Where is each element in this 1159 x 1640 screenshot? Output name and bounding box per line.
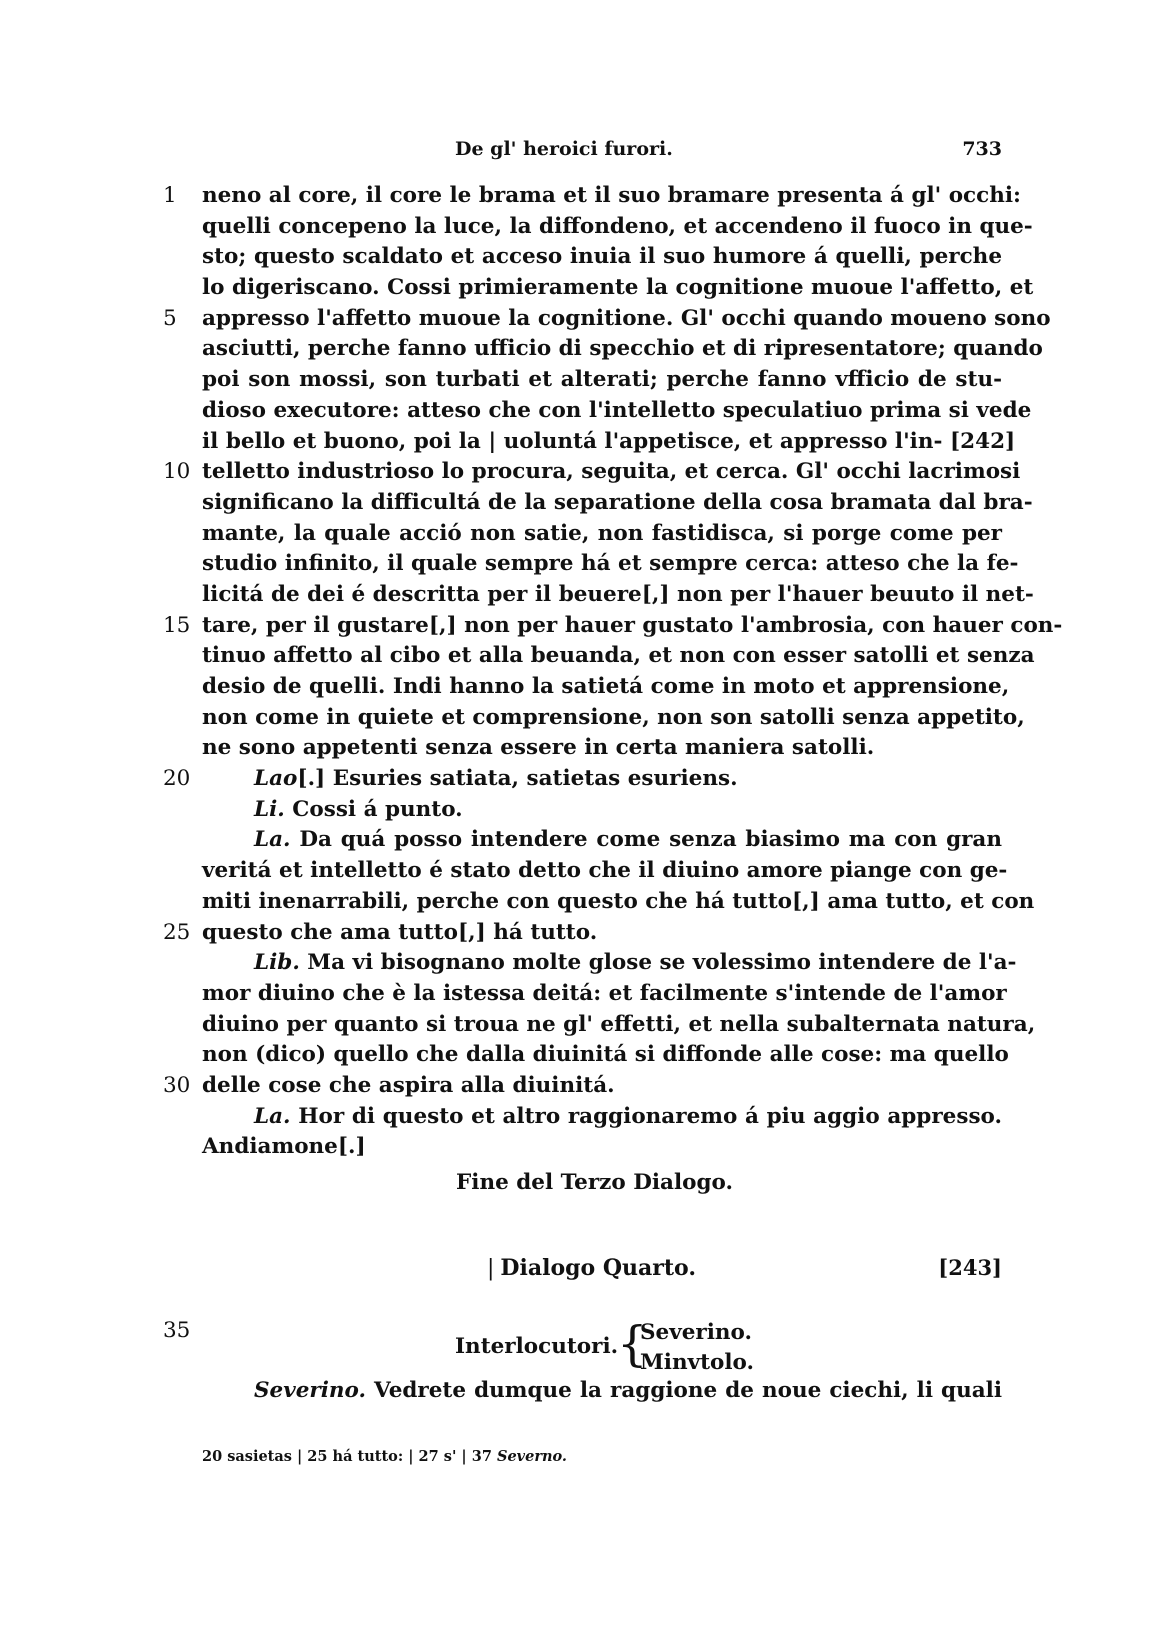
line-text <box>202 396 1032 427</box>
line-text <box>202 1040 1009 1071</box>
page-number: 733 <box>962 138 1002 160</box>
line-content: neno al core, il core le brama et il suo bramare presenta á gl' occhi: <box>202 183 1021 208</box>
line-text <box>254 948 1017 979</box>
speech-line <box>254 1378 1002 1403</box>
line-text <box>254 825 1002 856</box>
interlocutors-label: Interlocutori. <box>455 1334 619 1359</box>
text-line <box>0 641 1159 672</box>
line-content: miti inenarrabili, perche con questo che há tutto[,] ama tutto, et con <box>202 888 1035 914</box>
margin-page-reference: [242] <box>950 428 1016 454</box>
line-text <box>254 764 1002 795</box>
line-text <box>202 242 1002 273</box>
line-number: 35 <box>163 1318 191 1343</box>
text-line <box>0 672 1159 703</box>
text-line <box>0 948 1159 979</box>
line-text <box>202 641 1035 672</box>
line-content: veritá et intelletto é stato detto che il diuino amore piange con ge- <box>202 858 1008 884</box>
text-line <box>0 488 1159 519</box>
text-line <box>0 457 1159 488</box>
line-text <box>202 611 1063 642</box>
line-number: 10 <box>163 459 191 485</box>
text-line <box>0 242 1159 273</box>
line-content: delle cose che aspira alla diuinitá. <box>202 1072 615 1098</box>
text-line <box>0 979 1159 1010</box>
text-line <box>0 334 1159 365</box>
line-number: 25 <box>163 919 191 945</box>
end-of-dialogue-heading: Fine del Terzo Dialogo. <box>456 1170 733 1195</box>
line-text <box>202 1132 1002 1163</box>
line-text <box>254 1102 1002 1133</box>
line-content: questo che ama tutto[,] há tutto. <box>202 919 598 945</box>
speaker-name: Lib. <box>254 950 300 976</box>
text-line <box>0 273 1159 304</box>
text-line <box>0 887 1159 918</box>
dialogue-title: Dialogo Quarto. <box>500 1255 696 1281</box>
text-line <box>0 519 1159 550</box>
line-text <box>202 427 943 458</box>
text-line <box>0 1102 1159 1133</box>
line-content: tare, per il gustare[,] non per hauer gustato l'ambrosia, con hauer con- <box>202 612 1063 638</box>
line-number: 30 <box>163 1072 191 1098</box>
speaker-name: Li. <box>254 796 285 822</box>
interlocutor-name: Severino. <box>640 1320 752 1345</box>
line-content: Da quá posso intendere come senza biasimo ma con gran <box>290 827 1002 853</box>
running-header-title: De gl' heroici furori. <box>455 138 673 160</box>
line-content: studio infinito, il quale sempre há et sempre cerca: atteso che la fe- <box>202 551 1019 577</box>
speaker-name: La. <box>254 1103 291 1129</box>
line-text <box>254 795 1002 826</box>
text-line <box>0 1132 1159 1163</box>
line-content: quelli concepeno la luce, la diffondeno, et accendeno il fuoco in que- <box>202 213 1033 239</box>
footnote-apparatus <box>202 1448 567 1465</box>
text-line <box>0 856 1159 887</box>
line-content: licitá de dei é descritta per il beuere[,] non per l'hauer beuuto il net- <box>202 581 1034 607</box>
dialogue-heading <box>487 1255 696 1281</box>
line-text <box>202 519 1002 550</box>
line-content: appresso l'affetto muoue la cognitione. Gl' occhi quando moueno sono <box>202 305 1051 331</box>
line-content: mor diuino che è la istessa deitá: et facilmente s'intende de l'amor <box>202 980 1007 1006</box>
line-content: diuino per quanto si troua ne gl' effetti, et nella subalternata natura, <box>202 1011 1036 1037</box>
line-content: il bello et buono, poi la | uoluntá l'appetisce, et appresso l'in- <box>202 428 943 454</box>
text-line <box>0 580 1159 611</box>
line-content: Ma vi bisognano molte glose se volessimo intendere de l'a- <box>299 950 1017 976</box>
line-content: poi son mossi, son turbati et alterati; perche fanno vfficio de stu- <box>202 367 1002 393</box>
line-text <box>202 365 1002 396</box>
line-content: significano la difficultá de la separatione della cosa bramata dal bra- <box>202 489 1033 515</box>
text-line <box>0 764 1159 795</box>
line-text <box>202 212 1033 243</box>
text-line <box>0 733 1159 764</box>
line-text <box>202 580 1034 611</box>
line-text <box>202 856 1008 887</box>
line-content: Andiamone[.] <box>202 1134 366 1160</box>
line-text <box>202 733 1002 764</box>
line-number: 1 <box>163 183 177 208</box>
page-break-marker: | <box>487 1256 495 1281</box>
text-line <box>0 181 1159 212</box>
line-text <box>202 273 1034 304</box>
text-line <box>0 212 1159 243</box>
line-text <box>202 979 1007 1010</box>
line-content: Cossi á punto. <box>284 796 463 822</box>
line-number: 20 <box>163 766 191 792</box>
line-content: sto; questo scaldato et acceso inuia il suo humore á quelli, perche <box>202 244 1002 270</box>
line-text <box>202 549 1019 580</box>
footnote-text: 20 sasietas | 25 há tutto: | 27 s' | 37 <box>202 1448 497 1465</box>
text-line <box>0 1010 1159 1041</box>
line-text <box>202 672 1010 703</box>
speaker-name: La. <box>254 827 291 853</box>
line-text <box>202 181 1021 212</box>
line-text <box>202 1010 1036 1041</box>
text-line <box>0 304 1159 335</box>
speaker-name: Lao <box>254 766 298 792</box>
footnote-italic: Severno. <box>496 1448 567 1465</box>
line-number: 5 <box>163 305 177 331</box>
text-line <box>0 1040 1159 1071</box>
interlocutors-names <box>640 1318 754 1378</box>
line-text <box>202 887 1035 918</box>
speech-text: Vedrete dumque la raggione de noue ciechi, li quali <box>365 1378 1002 1403</box>
line-text <box>202 304 1051 335</box>
text-line <box>0 427 1159 458</box>
text-line <box>0 1071 1159 1102</box>
text-line <box>0 825 1159 856</box>
text-line <box>0 918 1159 949</box>
text-line <box>0 549 1159 580</box>
text-line <box>0 703 1159 734</box>
line-content: desio de quelli. Indi hanno la satietá come in moto et apprensione, <box>202 674 1010 699</box>
line-content: ne sono appetenti senza essere in certa maniera satolli. <box>202 735 875 761</box>
interlocutor-name: Minvtolo. <box>640 1350 754 1375</box>
speaker-name: Severino. <box>254 1378 366 1403</box>
line-content: dioso executore: atteso che con l'intelletto speculatiuo prima si vede <box>202 397 1032 423</box>
line-text <box>202 334 1043 365</box>
line-number: 15 <box>163 612 191 638</box>
text-line <box>0 365 1159 396</box>
line-content: non come in quiete et comprensione, non son satolli senza appetito, <box>202 704 1025 730</box>
line-text <box>202 703 1025 734</box>
line-content: tinuo affetto al cibo et alla beuanda, et non con esser satolli et senza <box>202 643 1035 669</box>
brace: { <box>617 1316 648 1372</box>
line-content: Hor di questo et altro raggionaremo á piu aggio appresso. <box>290 1103 1002 1129</box>
line-content: telletto industrioso lo procura, seguita, et cerca. Gl' occhi lacrimosi <box>202 459 1021 485</box>
margin-page-reference: [243] <box>938 1255 1002 1280</box>
text-line <box>0 611 1159 642</box>
line-content: asciutti, perche fanno ufficio di specchio et di ripresentatore; quando <box>202 336 1043 362</box>
line-text <box>202 457 1021 488</box>
line-text <box>202 488 1033 519</box>
text-line <box>0 396 1159 427</box>
body-text <box>0 181 1159 1163</box>
line-content: lo digeriscano. Cossi primieramente la cognitione muoue l'affetto, et <box>202 275 1034 301</box>
text-line <box>0 795 1159 826</box>
line-text <box>202 918 1002 949</box>
line-content: mante, la quale acció non satie, non fastidisca, si porge come per <box>202 520 1002 546</box>
line-content: non (dico) quello che dalla diuinitá si diffonde alle cose: ma quello <box>202 1042 1009 1068</box>
line-text <box>202 1071 1002 1102</box>
line-content: [.] Esuries satiata, satietas esuriens. <box>297 766 738 792</box>
